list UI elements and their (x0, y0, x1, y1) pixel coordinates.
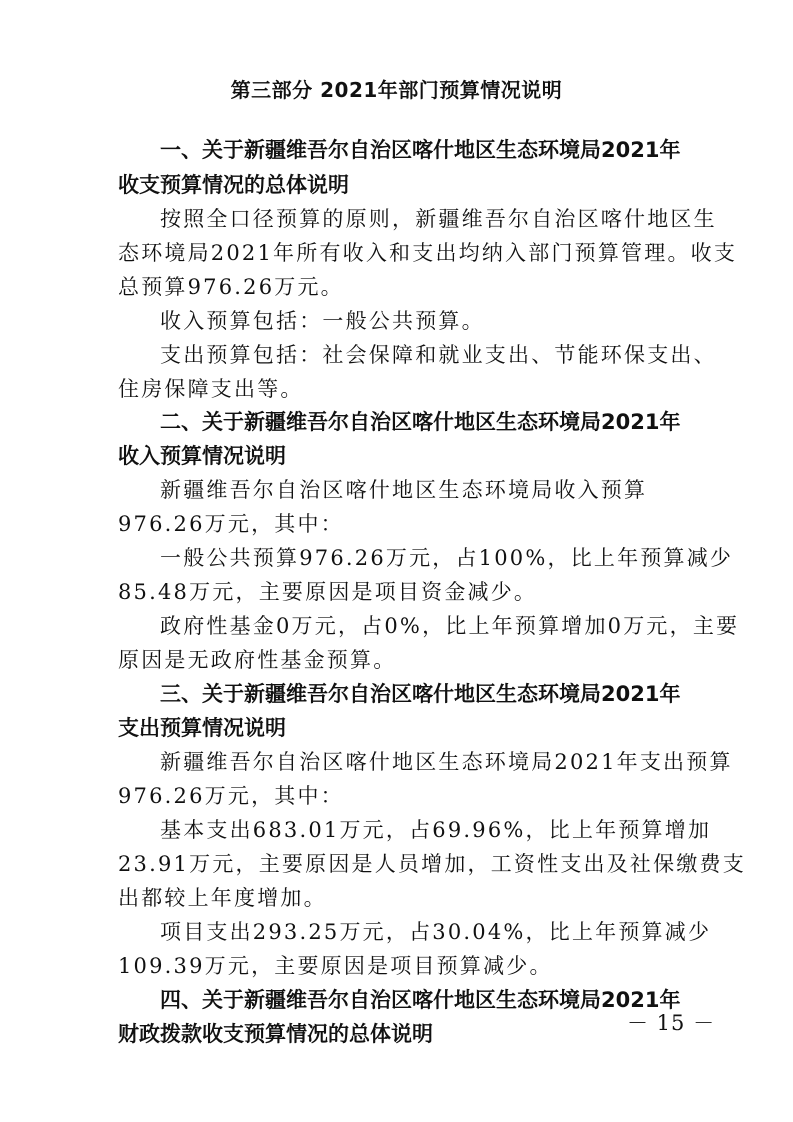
section-3-heading-line-2: 支出预算情况说明 (118, 716, 286, 740)
paragraph-line: 976.26万元，其中： (118, 512, 344, 536)
paragraph-line: 一般公共预算976.26万元，占100%，比上年预算减少 (160, 546, 734, 570)
paragraph-line: 109.39万元，主要原因是项目预算减少。 (118, 954, 553, 978)
paragraph-line: 按照全口径预算的原则，新疆维吾尔自治区喀什地区生 (160, 207, 717, 231)
paragraph-line: 新疆维吾尔自治区喀什地区生态环境局收入预算 (160, 478, 648, 502)
paragraph-line: 976.26万元，其中： (118, 784, 344, 808)
paragraph-line: 支出预算包括：社会保障和就业支出、节能环保支出、 (160, 343, 717, 367)
paragraph-line: 收入预算包括：一般公共预算。 (160, 309, 485, 333)
paragraph-line: 出都较上年度增加。 (118, 886, 327, 910)
section-4-heading-line-1: 四、关于新疆维吾尔自治区喀什地区生态环境局2021年 (160, 988, 681, 1012)
section-3-heading-line-1: 三、关于新疆维吾尔自治区喀什地区生态环境局2021年 (160, 682, 681, 706)
section-2-heading-line-1: 二、关于新疆维吾尔自治区喀什地区生态环境局2021年 (160, 410, 681, 434)
page-number: － 15 － (627, 1011, 716, 1035)
paragraph-line: 总预算976.26万元。 (118, 275, 344, 299)
paragraph-line: 23.91万元，主要原因是人员增加，工资性支出及社保缴费支 (118, 852, 746, 876)
paragraph-line: 原因是无政府性基金预算。 (118, 648, 397, 672)
paragraph-line: 基本支出683.01万元，占69.96%，比上年预算增加 (160, 818, 712, 842)
paragraph-line: 新疆维吾尔自治区喀什地区生态环境局2021年支出预算 (160, 750, 733, 774)
page-title: 第三部分 2021年部门预算情况说明 (230, 78, 563, 102)
section-1-heading-line-1: 一、关于新疆维吾尔自治区喀什地区生态环境局2021年 (160, 138, 681, 162)
paragraph-line: 态环境局2021年所有收入和支出均纳入部门预算管理。收支 (118, 241, 738, 265)
section-1-heading-line-2: 收支预算情况的总体说明 (118, 173, 349, 197)
paragraph-line: 85.48万元，主要原因是项目资金减少。 (118, 580, 538, 604)
paragraph-line: 政府性基金0万元，占0%，比上年预算增加0万元，主要 (160, 614, 740, 638)
paragraph-line: 住房保障支出等。 (118, 377, 304, 401)
paragraph-line: 项目支出293.25万元，占30.04%，比上年预算减少 (160, 920, 712, 944)
section-4-heading-line-2: 财政拨款收支预算情况的总体说明 (118, 1022, 433, 1046)
section-2-heading-line-2: 收入预算情况说明 (118, 444, 286, 468)
